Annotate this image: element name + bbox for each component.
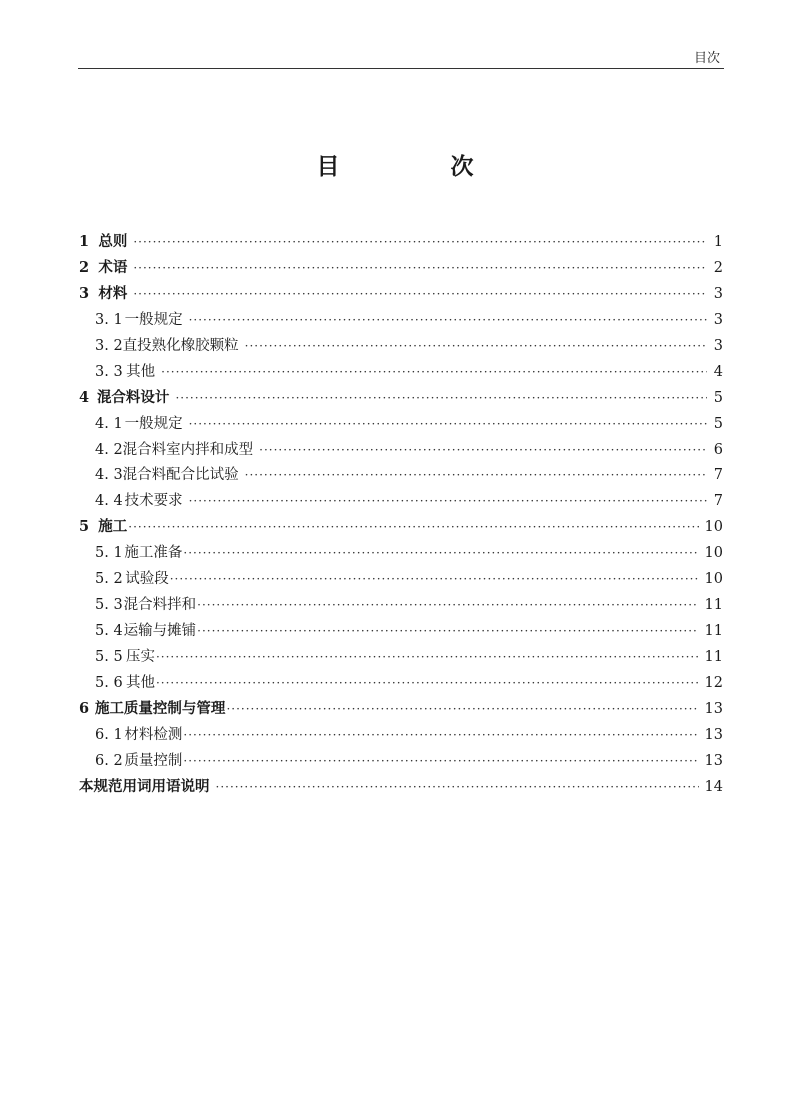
toc-entry[interactable] <box>79 334 723 360</box>
toc-entry[interactable] <box>79 230 723 256</box>
entry-label: 技术要求 <box>124 493 183 510</box>
entry-number: 5. 4 <box>95 623 123 640</box>
entry-label: 质量控制 <box>124 752 183 769</box>
entry-page: 3 <box>713 311 723 328</box>
entry-page: 10 <box>704 519 723 536</box>
entry-number: 4. 3 <box>95 467 123 484</box>
dot-leader <box>245 339 707 353</box>
dot-leader <box>128 520 698 534</box>
toc-entry[interactable] <box>79 619 723 645</box>
dot-leader <box>170 572 699 586</box>
running-header: 目次 <box>693 51 720 66</box>
entry-label: 施工质量控制与管理 <box>94 700 226 717</box>
dot-leader <box>133 287 707 301</box>
entry-number: 5. 5 <box>95 649 123 665</box>
entry-page: 13 <box>704 726 723 743</box>
entry-label: 其他 <box>125 674 155 691</box>
toc-entry[interactable] <box>79 567 723 593</box>
toc-list <box>79 230 723 801</box>
toc-entry[interactable] <box>79 308 723 334</box>
dot-leader <box>183 546 698 560</box>
entry-label: 直投熟化橡胶颗粒 <box>122 337 239 354</box>
entry-page: 1 <box>713 234 723 250</box>
entry-number: 6. 2 <box>95 752 123 769</box>
entry-number: 6 <box>79 699 90 717</box>
entry-label: 施工准备 <box>124 545 183 562</box>
toc-entry[interactable] <box>79 515 723 541</box>
entry-label: 材料检测 <box>124 726 183 743</box>
entry-page: 2 <box>713 259 723 276</box>
dot-leader <box>216 780 699 794</box>
entry-page: 13 <box>704 752 723 769</box>
dot-leader <box>197 624 698 638</box>
dot-leader <box>183 754 698 768</box>
dot-leader <box>156 650 699 664</box>
entry-label: 施工 <box>98 519 128 536</box>
entry-page: 3 <box>713 337 723 354</box>
toc-entry[interactable] <box>79 386 723 412</box>
dot-leader <box>226 702 698 716</box>
entry-label: 混合料配合比试验 <box>122 467 239 484</box>
dot-leader <box>197 598 698 612</box>
dot-leader <box>161 365 707 379</box>
toc-entry[interactable] <box>79 463 723 489</box>
dot-leader <box>259 443 707 457</box>
dot-leader <box>245 468 707 482</box>
dot-leader <box>189 417 707 431</box>
entry-label: 混合料设计 <box>96 389 170 406</box>
entry-page: 12 <box>704 674 723 691</box>
entry-label: 其他 <box>126 363 156 380</box>
entry-number: 5 <box>79 518 90 536</box>
entry-number: 3. 2 <box>95 337 123 354</box>
entry-page: 14 <box>704 778 723 795</box>
entry-page: 5 <box>713 415 723 432</box>
toc-entry[interactable] <box>79 489 723 515</box>
entry-number: 5. 1 <box>95 545 123 562</box>
entry-label: 混合料室内拌和成型 <box>122 441 254 458</box>
toc-entry[interactable] <box>79 749 723 775</box>
toc-entry[interactable] <box>79 645 723 671</box>
entry-label: 压实 <box>125 649 155 665</box>
entry-page: 11 <box>704 623 723 640</box>
entry-number: 4. 2 <box>95 441 123 458</box>
entry-number: 3. 1 <box>95 311 123 328</box>
entry-page: 7 <box>713 467 723 484</box>
toc-entry[interactable] <box>79 671 723 697</box>
dot-leader <box>189 313 707 327</box>
entry-page: 5 <box>713 389 723 406</box>
entry-number: 4. 1 <box>95 415 123 432</box>
entry-number: 5. 3 <box>95 597 123 614</box>
entry-label: 材料 <box>98 285 128 302</box>
toc-entry[interactable] <box>79 723 723 749</box>
entry-page: 7 <box>713 493 723 510</box>
entry-label: 一般规定 <box>124 311 183 328</box>
entry-page: 11 <box>704 649 723 665</box>
page-title: 目 次 <box>316 154 518 180</box>
toc-entry[interactable] <box>79 438 723 464</box>
toc-entry[interactable] <box>79 775 723 801</box>
entry-page: 3 <box>713 285 723 302</box>
entry-page: 6 <box>713 441 723 458</box>
toc-entry[interactable] <box>79 593 723 619</box>
entry-label: 总则 <box>98 234 128 250</box>
toc-entry[interactable] <box>79 412 723 438</box>
header-rule <box>78 68 724 69</box>
dot-leader <box>156 676 699 690</box>
entry-page: 13 <box>704 700 723 717</box>
dot-leader <box>133 261 707 275</box>
dot-leader <box>175 391 707 405</box>
toc-entry[interactable] <box>79 360 723 386</box>
toc-entry[interactable] <box>79 256 723 282</box>
toc-entry[interactable] <box>79 541 723 567</box>
entry-label: 运输与摊铺 <box>123 623 197 640</box>
toc-entry[interactable] <box>79 282 723 308</box>
dot-leader <box>183 728 698 742</box>
entry-number: 3 <box>79 284 90 302</box>
entry-label: 本规范用词用语说明 <box>79 778 210 795</box>
entry-number: 5. 2 <box>95 571 123 588</box>
entry-page: 10 <box>704 545 723 562</box>
entry-number: 1 <box>79 233 90 250</box>
entry-label: 试验段 <box>125 571 169 588</box>
entry-number: 2 <box>79 258 90 276</box>
entry-number: 6. 1 <box>95 726 123 743</box>
entry-number: 3. 3 <box>95 363 123 380</box>
entry-number: 4 <box>79 388 90 406</box>
entry-label: 术语 <box>98 259 128 276</box>
toc-entry[interactable] <box>79 697 723 723</box>
dot-leader <box>133 235 707 249</box>
entry-page: 4 <box>713 363 723 380</box>
entry-number: 5. 6 <box>95 674 123 691</box>
entry-number: 4. 4 <box>95 493 123 510</box>
dot-leader <box>189 494 707 508</box>
entry-page: 11 <box>704 597 723 614</box>
entry-page: 10 <box>704 571 723 588</box>
entry-label: 混合料拌和 <box>123 597 197 614</box>
entry-label: 一般规定 <box>124 415 183 432</box>
